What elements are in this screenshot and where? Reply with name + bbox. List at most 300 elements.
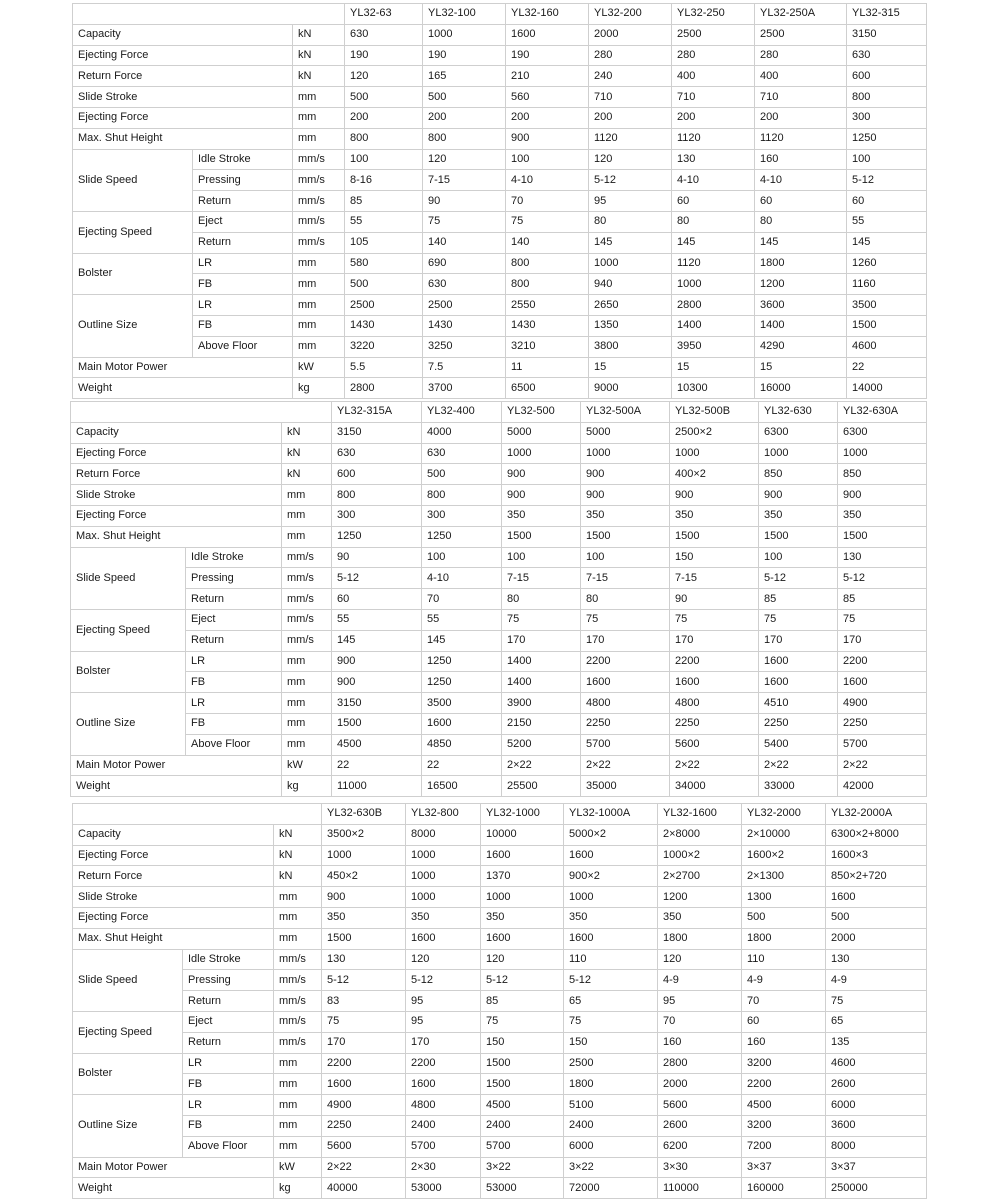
value-cell: 1500: [847, 315, 927, 336]
row-label: Main Motor Power: [71, 755, 282, 776]
value-cell: 280: [672, 45, 755, 66]
value-cell: 75: [581, 609, 670, 630]
value-cell: 100: [345, 149, 423, 170]
model-header: YL32-630A: [838, 402, 927, 423]
sub-label: LR: [186, 651, 282, 672]
value-cell: 7-15: [502, 568, 581, 589]
table-row: [71, 755, 927, 776]
value-cell: 4000: [422, 422, 502, 443]
value-cell: 5-12: [759, 568, 838, 589]
value-cell: 1200: [755, 274, 847, 295]
value-cell: 500: [742, 907, 826, 928]
value-cell: 3800: [589, 336, 672, 357]
value-cell: 8-16: [345, 170, 423, 191]
value-cell: 900: [581, 485, 670, 506]
table-row: [73, 87, 927, 108]
unit-cell: mm/s: [274, 949, 322, 970]
table-header-row: [71, 402, 927, 423]
value-cell: 1250: [422, 672, 502, 693]
value-cell: 450×2: [322, 866, 406, 887]
group-label: Slide Speed: [71, 547, 186, 609]
value-cell: 1000: [406, 866, 481, 887]
table-row: [73, 1115, 927, 1136]
unit-cell: mm/s: [282, 630, 332, 651]
table-header-row: [73, 804, 927, 825]
unit-cell: mm/s: [293, 191, 345, 212]
value-cell: 2550: [506, 295, 589, 316]
value-cell: 1500: [481, 1074, 564, 1095]
value-cell: 100: [422, 547, 502, 568]
value-cell: 900: [502, 464, 581, 485]
model-header: YL32-250: [672, 4, 755, 25]
table-row: [71, 505, 927, 526]
value-cell: 2500: [564, 1053, 658, 1074]
value-cell: 5600: [670, 734, 759, 755]
unit-cell: mm: [282, 485, 332, 506]
value-cell: 3500×2: [322, 824, 406, 845]
value-cell: 630: [422, 443, 502, 464]
unit-cell: mm/s: [274, 991, 322, 1012]
value-cell: 5-12: [481, 970, 564, 991]
value-cell: 4-10: [422, 568, 502, 589]
value-cell: 75: [322, 1011, 406, 1032]
value-cell: 14000: [847, 378, 927, 399]
value-cell: 1000: [406, 845, 481, 866]
unit-cell: mm: [282, 734, 332, 755]
value-cell: 2500×2: [670, 422, 759, 443]
value-cell: 145: [422, 630, 502, 651]
sub-label: Return: [193, 191, 293, 212]
table-row: [73, 1032, 927, 1053]
value-cell: 1800: [742, 928, 826, 949]
unit-cell: mm: [282, 693, 332, 714]
value-cell: 1600: [422, 713, 502, 734]
row-label: Max. Shut Height: [73, 928, 274, 949]
value-cell: 350: [502, 505, 581, 526]
value-cell: 9000: [589, 378, 672, 399]
value-cell: 1600: [481, 928, 564, 949]
sub-label: LR: [183, 1053, 274, 1074]
value-cell: 3150: [847, 24, 927, 45]
table-row: [71, 734, 927, 755]
unit-cell: kW: [293, 357, 345, 378]
value-cell: 85: [481, 991, 564, 1012]
value-cell: 85: [759, 589, 838, 610]
value-cell: 5000: [502, 422, 581, 443]
value-cell: 10300: [672, 378, 755, 399]
table-row: [73, 1178, 927, 1199]
model-header: YL32-630B: [322, 804, 406, 825]
model-header: YL32-1000: [481, 804, 564, 825]
value-cell: 3700: [423, 378, 506, 399]
table-row: [71, 485, 927, 506]
value-cell: 1000: [502, 443, 581, 464]
model-header: YL32-1000A: [564, 804, 658, 825]
value-cell: 1600: [406, 1074, 481, 1095]
value-cell: 2800: [658, 1053, 742, 1074]
value-cell: 200: [589, 107, 672, 128]
value-cell: 6000: [826, 1095, 927, 1116]
value-cell: 100: [581, 547, 670, 568]
group-label: Slide Speed: [73, 149, 193, 211]
sub-label: Pressing: [193, 170, 293, 191]
sub-label: LR: [186, 693, 282, 714]
value-cell: 2150: [502, 713, 581, 734]
value-cell: 200: [423, 107, 506, 128]
table-row: [73, 378, 927, 399]
row-label: Return Force: [71, 464, 282, 485]
value-cell: 53000: [406, 1178, 481, 1199]
value-cell: 170: [838, 630, 927, 651]
value-cell: 1120: [755, 128, 847, 149]
value-cell: 65: [826, 1011, 927, 1032]
row-label: Ejecting Force: [71, 505, 282, 526]
value-cell: 900: [332, 651, 422, 672]
row-label: Max. Shut Height: [71, 526, 282, 547]
model-header: YL32-250A: [755, 4, 847, 25]
value-cell: 90: [670, 589, 759, 610]
table-row: [71, 568, 927, 589]
unit-cell: mm: [293, 128, 345, 149]
unit-cell: mm: [293, 295, 345, 316]
value-cell: 53000: [481, 1178, 564, 1199]
value-cell: 2500: [423, 295, 506, 316]
value-cell: 145: [332, 630, 422, 651]
row-label: Slide Stroke: [73, 87, 293, 108]
value-cell: 1000: [838, 443, 927, 464]
value-cell: 6300: [838, 422, 927, 443]
value-cell: 75: [502, 609, 581, 630]
unit-cell: mm/s: [282, 589, 332, 610]
table-row: [73, 149, 927, 170]
value-cell: 1600: [564, 845, 658, 866]
unit-cell: mm/s: [274, 1011, 322, 1032]
value-cell: 900: [332, 672, 422, 693]
row-label: Weight: [73, 1178, 274, 1199]
table-row: [71, 443, 927, 464]
unit-cell: mm/s: [282, 547, 332, 568]
value-cell: 1000: [581, 443, 670, 464]
value-cell: 200: [755, 107, 847, 128]
value-cell: 80: [581, 589, 670, 610]
unit-cell: mm: [293, 253, 345, 274]
value-cell: 2650: [589, 295, 672, 316]
value-cell: 7-15: [581, 568, 670, 589]
model-header: YL32-315: [847, 4, 927, 25]
model-header: YL32-1600: [658, 804, 742, 825]
sub-label: Eject: [193, 211, 293, 232]
unit-cell: kN: [274, 866, 322, 887]
value-cell: 1600: [322, 1074, 406, 1095]
value-cell: 3900: [502, 693, 581, 714]
table-row: [71, 464, 927, 485]
value-cell: 3×30: [658, 1157, 742, 1178]
value-cell: 35000: [581, 776, 670, 797]
value-cell: 1250: [422, 526, 502, 547]
value-cell: 55: [345, 211, 423, 232]
value-cell: 170: [406, 1032, 481, 1053]
unit-cell: kg: [282, 776, 332, 797]
value-cell: 710: [755, 87, 847, 108]
row-label: Ejecting Force: [73, 45, 293, 66]
unit-cell: mm: [274, 1095, 322, 1116]
value-cell: 4510: [759, 693, 838, 714]
value-cell: 120: [481, 949, 564, 970]
value-cell: 75: [826, 991, 927, 1012]
value-cell: 2×22: [322, 1157, 406, 1178]
value-cell: 160000: [742, 1178, 826, 1199]
value-cell: 1600: [759, 651, 838, 672]
value-cell: 5700: [406, 1136, 481, 1157]
model-header: YL32-200: [589, 4, 672, 25]
value-cell: 350: [406, 907, 481, 928]
sub-label: Idle Stroke: [186, 547, 282, 568]
value-cell: 3×37: [826, 1157, 927, 1178]
value-cell: 120: [658, 949, 742, 970]
value-cell: 1370: [481, 866, 564, 887]
value-cell: 350: [838, 505, 927, 526]
value-cell: 42000: [838, 776, 927, 797]
group-label: Ejecting Speed: [73, 1011, 183, 1053]
value-cell: 7-15: [423, 170, 506, 191]
value-cell: 2000: [658, 1074, 742, 1095]
group-label: Ejecting Speed: [71, 609, 186, 651]
value-cell: 190: [423, 45, 506, 66]
value-cell: 4500: [742, 1095, 826, 1116]
unit-cell: mm: [282, 672, 332, 693]
value-cell: 70: [506, 191, 589, 212]
sub-label: LR: [193, 253, 293, 274]
value-cell: 11000: [332, 776, 422, 797]
value-cell: 170: [759, 630, 838, 651]
value-cell: 5700: [838, 734, 927, 755]
row-label: Ejecting Force: [73, 907, 274, 928]
value-cell: 120: [589, 149, 672, 170]
value-cell: 3×22: [481, 1157, 564, 1178]
value-cell: 4290: [755, 336, 847, 357]
value-cell: 150: [670, 547, 759, 568]
value-cell: 95: [658, 991, 742, 1012]
value-cell: 4600: [847, 336, 927, 357]
unit-cell: kN: [282, 443, 332, 464]
value-cell: 65: [564, 991, 658, 1012]
unit-cell: kg: [274, 1178, 322, 1199]
sub-label: Above Floor: [183, 1136, 274, 1157]
value-cell: 160: [658, 1032, 742, 1053]
header-blank-cell: [73, 4, 345, 25]
sub-label: LR: [193, 295, 293, 316]
value-cell: 1400: [755, 315, 847, 336]
value-cell: 100: [502, 547, 581, 568]
value-cell: 85: [345, 191, 423, 212]
value-cell: 15: [755, 357, 847, 378]
value-cell: 55: [332, 609, 422, 630]
sub-label: FB: [186, 713, 282, 734]
table-row: [71, 589, 927, 610]
value-cell: 500: [826, 907, 927, 928]
row-label: Return Force: [73, 66, 293, 87]
value-cell: 1000: [322, 845, 406, 866]
value-cell: 75: [481, 1011, 564, 1032]
value-cell: 5-12: [847, 170, 927, 191]
value-cell: 7-15: [670, 568, 759, 589]
table-row: [73, 295, 927, 316]
value-cell: 4-9: [826, 970, 927, 991]
value-cell: 1120: [672, 253, 755, 274]
value-cell: 850×2+720: [826, 866, 927, 887]
value-cell: 2×2700: [658, 866, 742, 887]
table-row: [71, 776, 927, 797]
unit-cell: mm/s: [293, 232, 345, 253]
value-cell: 3250: [423, 336, 506, 357]
value-cell: 200: [506, 107, 589, 128]
value-cell: 2000: [589, 24, 672, 45]
value-cell: 83: [322, 991, 406, 1012]
value-cell: 40000: [322, 1178, 406, 1199]
value-cell: 240: [589, 66, 672, 87]
value-cell: 900: [670, 485, 759, 506]
value-cell: 1430: [423, 315, 506, 336]
value-cell: 2500: [345, 295, 423, 316]
value-cell: 350: [481, 907, 564, 928]
unit-cell: kW: [274, 1157, 322, 1178]
value-cell: 300: [422, 505, 502, 526]
value-cell: 95: [406, 991, 481, 1012]
row-label: Capacity: [73, 24, 293, 45]
value-cell: 2×8000: [658, 824, 742, 845]
value-cell: 1500: [322, 928, 406, 949]
value-cell: 1500: [581, 526, 670, 547]
unit-cell: kN: [293, 24, 345, 45]
model-header: YL32-400: [422, 402, 502, 423]
value-cell: 2×30: [406, 1157, 481, 1178]
value-cell: 1600×3: [826, 845, 927, 866]
table-row: [73, 1011, 927, 1032]
value-cell: 400×2: [670, 464, 759, 485]
value-cell: 120: [406, 949, 481, 970]
unit-cell: mm: [293, 274, 345, 295]
value-cell: 60: [742, 1011, 826, 1032]
value-cell: 2000: [826, 928, 927, 949]
value-cell: 16000: [755, 378, 847, 399]
sub-label: FB: [186, 672, 282, 693]
table-row: [73, 24, 927, 45]
value-cell: 1000: [406, 887, 481, 908]
value-cell: 2×22: [502, 755, 581, 776]
value-cell: 600: [332, 464, 422, 485]
value-cell: 1800: [564, 1074, 658, 1095]
value-cell: 15: [672, 357, 755, 378]
value-cell: 1000×2: [658, 845, 742, 866]
value-cell: 5200: [502, 734, 581, 755]
value-cell: 300: [332, 505, 422, 526]
value-cell: 2×22: [838, 755, 927, 776]
value-cell: 2200: [838, 651, 927, 672]
group-label: Outline Size: [73, 1095, 183, 1157]
value-cell: 280: [589, 45, 672, 66]
group-label: Bolster: [73, 1053, 183, 1095]
value-cell: 90: [332, 547, 422, 568]
value-cell: 800: [332, 485, 422, 506]
value-cell: 160: [742, 1032, 826, 1053]
value-cell: 3200: [742, 1115, 826, 1136]
value-cell: 130: [838, 547, 927, 568]
value-cell: 8000: [406, 824, 481, 845]
model-header: YL32-500A: [581, 402, 670, 423]
value-cell: 3220: [345, 336, 423, 357]
value-cell: 60: [847, 191, 927, 212]
value-cell: 350: [581, 505, 670, 526]
value-cell: 1400: [502, 651, 581, 672]
table-row: [73, 1157, 927, 1178]
table-row: [73, 107, 927, 128]
value-cell: 800: [422, 485, 502, 506]
table-row: [73, 211, 927, 232]
value-cell: 2200: [322, 1053, 406, 1074]
spec-table-3: [72, 803, 927, 1199]
value-cell: 100: [847, 149, 927, 170]
value-cell: 1250: [847, 128, 927, 149]
value-cell: 80: [755, 211, 847, 232]
value-cell: 280: [755, 45, 847, 66]
row-label: Slide Stroke: [71, 485, 282, 506]
unit-cell: kW: [282, 755, 332, 776]
value-cell: 1500: [670, 526, 759, 547]
value-cell: 1430: [506, 315, 589, 336]
value-cell: 900: [838, 485, 927, 506]
sub-label: Return: [183, 1032, 274, 1053]
value-cell: 210: [506, 66, 589, 87]
value-cell: 350: [759, 505, 838, 526]
value-cell: 34000: [670, 776, 759, 797]
sub-label: FB: [183, 1074, 274, 1095]
sub-label: FB: [183, 1115, 274, 1136]
unit-cell: kN: [282, 422, 332, 443]
model-header: YL32-2000: [742, 804, 826, 825]
value-cell: 2200: [581, 651, 670, 672]
group-label: Bolster: [71, 651, 186, 693]
value-cell: 5400: [759, 734, 838, 755]
sub-label: FB: [193, 274, 293, 295]
value-cell: 1600: [564, 928, 658, 949]
table-row: [73, 274, 927, 295]
value-cell: 900: [322, 887, 406, 908]
value-cell: 500: [345, 87, 423, 108]
table-row: [73, 866, 927, 887]
value-cell: 940: [589, 274, 672, 295]
value-cell: 500: [423, 87, 506, 108]
value-cell: 1500: [332, 713, 422, 734]
value-cell: 2200: [670, 651, 759, 672]
value-cell: 75: [838, 609, 927, 630]
value-cell: 4-10: [672, 170, 755, 191]
value-cell: 6300×2+8000: [826, 824, 927, 845]
value-cell: 4900: [322, 1095, 406, 1116]
value-cell: 800: [423, 128, 506, 149]
value-cell: 3500: [422, 693, 502, 714]
sub-label: Eject: [183, 1011, 274, 1032]
value-cell: 600: [847, 66, 927, 87]
unit-cell: mm: [293, 336, 345, 357]
value-cell: 6000: [564, 1136, 658, 1157]
value-cell: 4900: [838, 693, 927, 714]
value-cell: 3×37: [742, 1157, 826, 1178]
value-cell: 75: [506, 211, 589, 232]
row-label: Main Motor Power: [73, 1157, 274, 1178]
value-cell: 80: [589, 211, 672, 232]
value-cell: 4600: [826, 1053, 927, 1074]
sub-label: Idle Stroke: [193, 149, 293, 170]
